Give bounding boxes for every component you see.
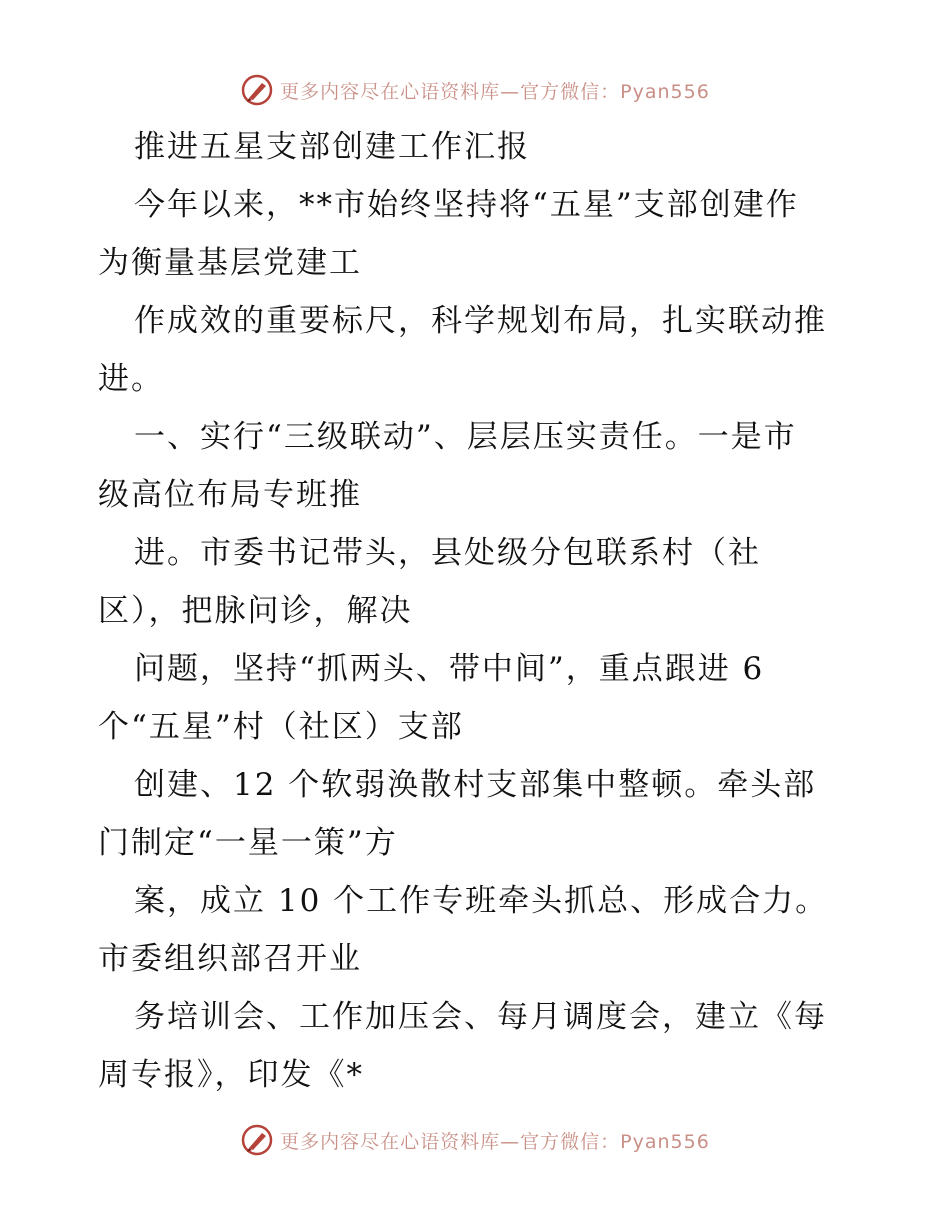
document-body [98, 118, 858, 1104]
text-line: 市委组织部召开业 [98, 941, 362, 977]
text-line: 区），把脉问诊，解决 [98, 593, 413, 629]
text-line: 案，成立 10 个工作专班牵头抓总、形成合力。 [134, 883, 829, 919]
pen-circle-logo-icon [240, 1123, 274, 1157]
text-line: 创建、12 个软弱涣散村支部集中整顿。牵头部 [134, 767, 817, 803]
text-line: 进。 [98, 361, 164, 397]
section-heading-line: 一、实行“三级联动”、层层压实责任。一是市 [134, 419, 797, 455]
pen-circle-logo-icon [240, 73, 274, 107]
watermark-text: 更多内容尽在心语资料库—官方微信：Pyan556 [280, 80, 710, 103]
header-watermark-banner [0, 70, 950, 110]
text-line: 门制定“一星一策”方 [98, 825, 398, 861]
watermark-text: 更多内容尽在心语资料库—官方微信：Pyan556 [280, 1130, 710, 1153]
document-title: 推进五星支部创建工作汇报 [134, 129, 530, 165]
text-line: 问题，坚持“抓两头、带中间”，重点跟进 6 [134, 651, 765, 687]
text-line: 级高位布局专班推 [98, 477, 362, 513]
text-line: 今年以来，**市始终坚持将“五星”支部创建作 [134, 187, 799, 223]
footer-watermark-banner [0, 1120, 950, 1160]
text-line: 为衡量基层党建工 [98, 245, 362, 281]
text-line: 个“五星”村（社区）支部 [98, 709, 464, 745]
text-line: 务培训会、工作加压会、每月调度会，建立《每 [134, 999, 827, 1035]
text-line: 周专报》，印发《* [98, 1057, 364, 1093]
text-line: 作成效的重要标尺，科学规划布局，扎实联动推 [134, 303, 827, 339]
text-line: 进。市委书记带头，县处级分包联系村（社 [134, 535, 761, 571]
